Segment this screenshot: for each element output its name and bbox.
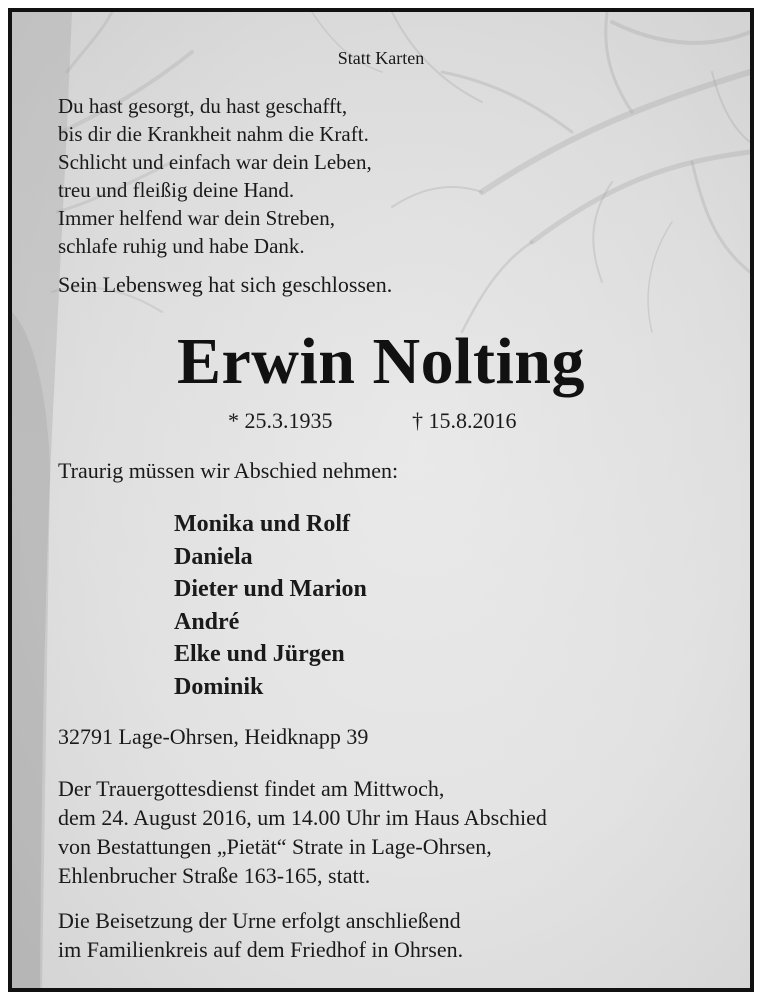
- statt-karten-heading: Statt Karten: [337, 48, 425, 68]
- poem-line: treu und fleißig deine Hand.: [58, 178, 295, 202]
- service-line: von Bestattungen „Pietät“ Strate in Lage-Ohrsen,: [58, 834, 492, 859]
- family-list: [174, 508, 367, 703]
- birth-date: * 25.3.1935: [228, 408, 333, 433]
- poem: [58, 92, 372, 260]
- deceased-name: Erwin Nolting: [176, 325, 586, 398]
- closing-line: Sein Lebensweg hat sich geschlossen.: [58, 272, 393, 297]
- burial-notice: [58, 906, 463, 964]
- poem-line: bis dir die Krankheit nahm die Kraft.: [58, 122, 369, 146]
- service-line: Der Trauergottesdienst findet am Mittwoch,: [58, 776, 445, 801]
- service-notice: [58, 774, 547, 890]
- poem-line: schlafe ruhig und habe Dank.: [58, 234, 305, 258]
- family-member: Dominik: [174, 673, 264, 700]
- mourning-line: Traurig müssen wir Abschied nehmen:: [58, 458, 399, 483]
- death-date: † 15.8.2016: [412, 408, 517, 433]
- burial-line: im Familienkreis auf dem Friedhof in Ohrsen.: [58, 937, 464, 962]
- service-line: Ehlenbrucher Straße 163-165, statt.: [58, 863, 371, 888]
- poem-line: Du hast gesorgt, du hast geschafft,: [58, 94, 348, 118]
- burial-line: Die Beisetzung der Urne erfolgt anschließend: [58, 908, 461, 933]
- obituary-content: [12, 12, 750, 988]
- family-member: Daniela: [174, 543, 253, 570]
- service-line: dem 24. August 2016, um 14.00 Uhr im Haus Abschied: [58, 805, 547, 830]
- family-member: Elke und Jürgen: [174, 641, 345, 667]
- poem-line: Immer helfend war dein Streben,: [58, 206, 335, 230]
- family-member: Dieter und Marion: [174, 576, 367, 602]
- family-member: Monika und Rolf: [174, 511, 351, 537]
- obituary-frame: [8, 8, 754, 992]
- family-address: 32791 Lage-Ohrsen, Heidknapp 39: [58, 724, 369, 749]
- family-member: André: [174, 608, 240, 635]
- poem-line: Schlicht und einfach war dein Leben,: [58, 150, 372, 174]
